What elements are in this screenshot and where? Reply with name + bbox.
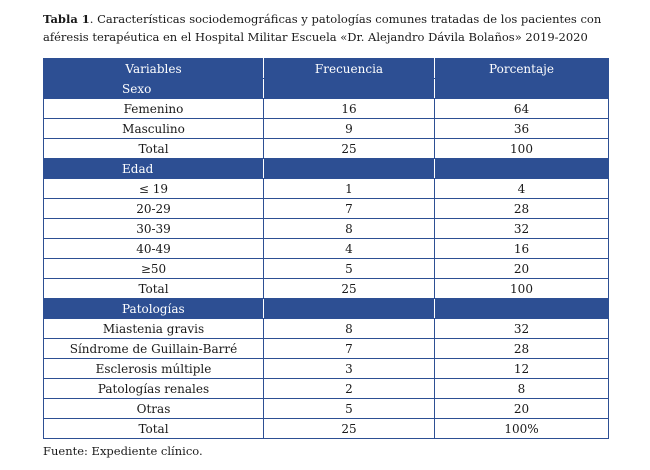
cell-variable: Otras [44,399,264,419]
cell-porcentaje: 28 [435,339,609,359]
cell-porcentaje: 16 [435,239,609,259]
cell-frecuencia: 7 [264,339,435,359]
cell-porcentaje: 8 [435,379,609,399]
cell-frecuencia: 9 [264,119,435,139]
header-porcentaje: Porcentaje [435,59,609,79]
cell-variable: Síndrome de Guillain-Barré [44,339,264,359]
section-row-edad [44,159,609,179]
cell-porcentaje: 28 [435,199,609,219]
cell-variable: 40-49 [44,239,264,259]
section-title: Sexo [44,79,264,99]
table-row [44,219,609,239]
cell-variable: Femenino [44,99,264,119]
table-row [44,319,609,339]
cell-porcentaje: 20 [435,399,609,419]
cell-porcentaje: 100 [435,279,609,299]
header-variables: Variables [44,59,264,79]
table-row [44,259,609,279]
cell-porcentaje: 64 [435,99,609,119]
caption-label: Tabla 1 [43,12,90,26]
table-caption [43,10,623,46]
cell-frecuencia: 1 [264,179,435,199]
cell-frecuencia: 2 [264,379,435,399]
cell-variable: Esclerosis múltiple [44,359,264,379]
cell-frecuencia: 25 [264,139,435,159]
table-row-total [44,419,609,439]
cell-variable: Total [44,279,264,299]
cell-frecuencia: 8 [264,319,435,339]
table-row [44,199,609,219]
cell-variable: Total [44,139,264,159]
table-row-total [44,139,609,159]
cell-porcentaje: 12 [435,359,609,379]
table-header-row [44,59,609,79]
table-row [44,239,609,259]
cell-frecuencia: 25 [264,419,435,439]
table-row [44,359,609,379]
section-title: Edad [44,159,264,179]
cell-porcentaje: 32 [435,219,609,239]
cell-variable: ≤ 19 [44,179,264,199]
table-row [44,179,609,199]
cell-porcentaje: 32 [435,319,609,339]
cell-frecuencia: 8 [264,219,435,239]
table-row-total [44,279,609,299]
table-row [44,119,609,139]
cell-variable: Miastenia gravis [44,319,264,339]
caption-text: . Características sociodemográficas y patologías comunes tratadas de los pacientes con aféresis terapéutica en el Hospital Militar Escuela «Dr. Alejandro Dávila Bolaños» 2019-2020 [43,12,602,44]
cell-variable: Patologías renales [44,379,264,399]
cell-frecuencia: 5 [264,259,435,279]
cell-variable: 20-29 [44,199,264,219]
section-row-sexo [44,79,609,99]
cell-frecuencia: 3 [264,359,435,379]
section-title: Patologías [44,299,264,319]
cell-frecuencia: 4 [264,239,435,259]
cell-variable: Total [44,419,264,439]
cell-variable: Masculino [44,119,264,139]
table-row [44,399,609,419]
cell-porcentaje: 20 [435,259,609,279]
cell-variable: 30-39 [44,219,264,239]
table-row [44,379,609,399]
cell-porcentaje: 36 [435,119,609,139]
cell-porcentaje: 100 [435,139,609,159]
cell-frecuencia: 16 [264,99,435,119]
cell-porcentaje: 100% [435,419,609,439]
cell-frecuencia: 7 [264,199,435,219]
cell-frecuencia: 25 [264,279,435,299]
table-row [44,99,609,119]
table-row [44,339,609,359]
cell-variable: ≥50 [44,259,264,279]
section-row-patologias [44,299,609,319]
source-note: Fuente: Expediente clínico. [43,444,203,458]
cell-frecuencia: 5 [264,399,435,419]
cell-porcentaje: 4 [435,179,609,199]
data-table [43,58,609,439]
header-frecuencia: Frecuencia [264,59,435,79]
